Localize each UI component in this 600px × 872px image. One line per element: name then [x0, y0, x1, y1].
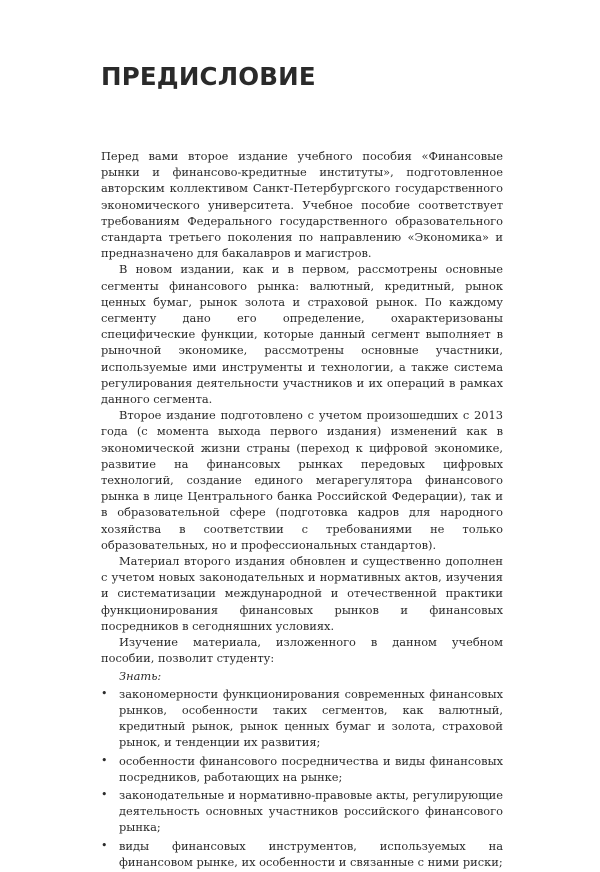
- bullet-list: [101, 686, 503, 870]
- list-item-text: законодательные и нормативно-правовые акты, регулирующие деятельность основных участников российского финансового рынка;: [119, 787, 503, 835]
- list-item: [101, 686, 503, 751]
- bullet-icon: •: [101, 787, 108, 801]
- page-heading: ПРЕДИСЛОВИЕ: [101, 62, 316, 91]
- list-item-text: закономерности функционирования современных финансовых рынков, особенности таких сегментов, как валютный, кредитный рынок, рынок ценных бумаг и золота, страховой рынок, и тенденции их развития;: [119, 686, 503, 750]
- paragraph-intro: Перед вами второе издание учебного пособия «Финансовые рынки и финансово-кредитные институты», подготовленное авторским коллективом Санкт-Петербургского государственного экономического университета. Учебное пособие соответствует требованиям Федерального государственного образовательного стандарта третьего поколения по направлению «Экономика» и предназначено для бакалавров и магистров.: [101, 149, 503, 261]
- list-item-text: виды финансовых инструментов, используемых на финансовом рынке, их особенности и связанные с ними риски;: [119, 838, 503, 869]
- paragraph-second-edition: Второе издание подготовлено с учетом произошедших с 2013 года (с момента выхода первого издания) изменений как в экономической жизни страны (переход к цифровой экономике, развитие на финансовых рынках передовых цифровых технологий, создание единого мегарегулятора финансового рынка в лице Центрального банка Российской Федерации), так и в образовательной сфере (подготовка кадров для народного хозяйства в соответствии с требованиями не только образовательных, но и профессиональных стандартов).: [101, 408, 503, 552]
- list-item-text: особенности финансового посредничества и виды финансовых посредников, работающих на рынке;: [119, 753, 503, 784]
- body-text: [101, 148, 503, 872]
- znat-label: Знать:: [119, 668, 162, 683]
- paragraph-segments: В новом издании, как и в первом, рассмотрены основные сегменты финансового рынка: валютный, кредитный, рынок ценных бумаг, рынок золота и страховой рынок. По каждому сегменту дано его определение, охарактеризованы специфические функции, которые данный сегмент выполняет в рыночной экономике, рассмотрены основные участники, используемые ими инструменты и технологии, а также система регулирования деятельности участников и их операций в рамках данного сегмента.: [101, 262, 503, 407]
- paragraph-study: Изучение материала, изложенного в данном учебном пособии, позволит студенту:: [101, 635, 503, 666]
- list-item: [101, 787, 503, 836]
- bullet-icon: •: [101, 686, 108, 700]
- list-item: [101, 838, 503, 870]
- paragraph-material: Материал второго издания обновлен и существенно дополнен с учетом новых законодательных и нормативных актов, изучения и систематизации международной и отечественной практики функционирования финансовых рынков и финансовых посредников в сегодняшних условиях.: [101, 554, 503, 633]
- bullet-icon: •: [101, 753, 108, 767]
- bullet-icon: •: [101, 838, 108, 852]
- list-item: [101, 753, 503, 785]
